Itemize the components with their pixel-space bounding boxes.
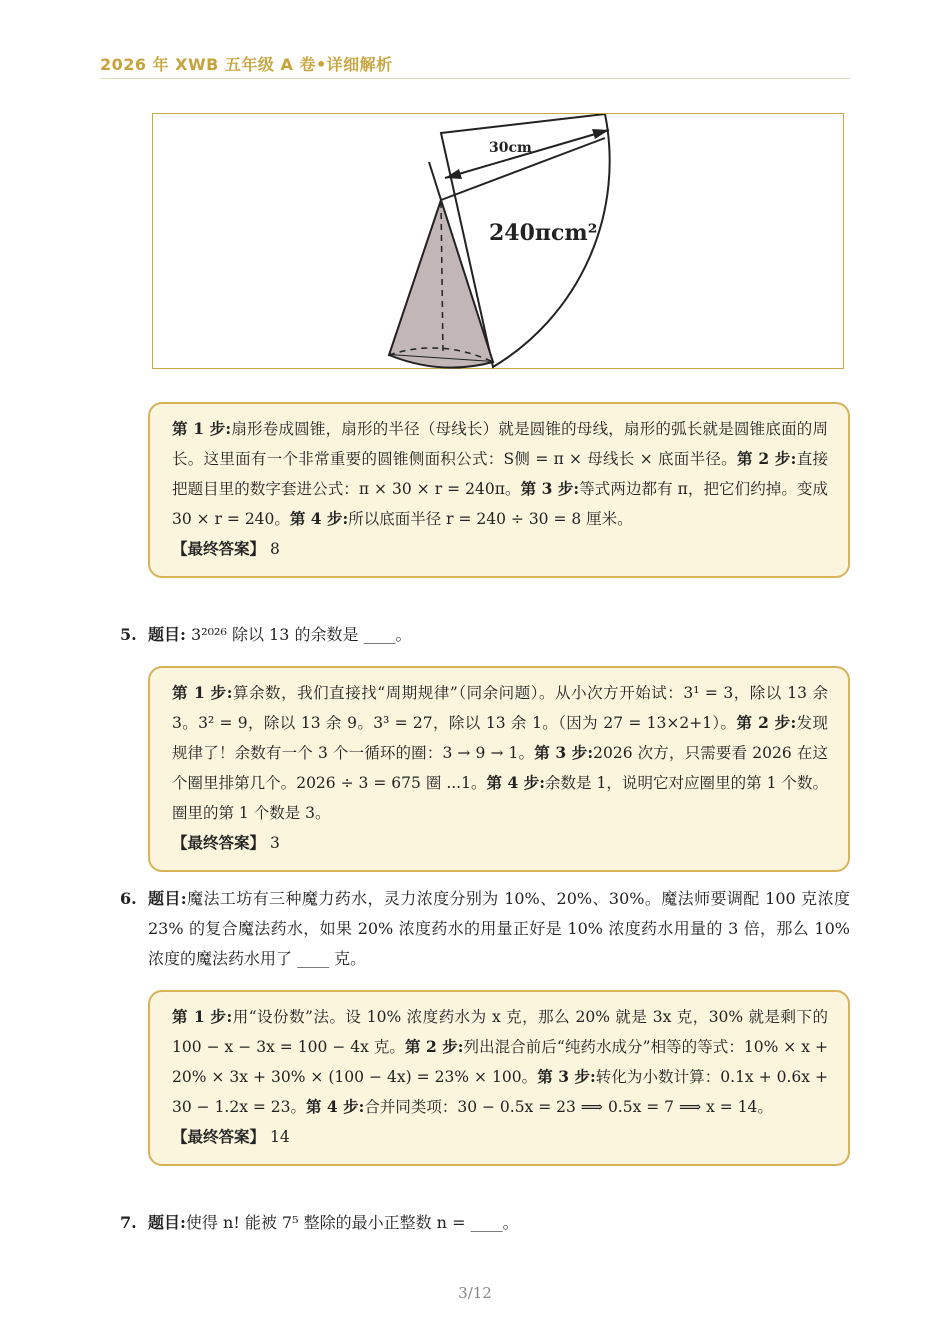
q5-final-answer: 【最终答案】 3 — [172, 833, 280, 852]
page-header — [100, 52, 850, 79]
slant-label: 30cm — [489, 140, 532, 156]
q6-solution-box — [148, 990, 850, 1166]
question-6: 6. 题目:魔法工坊有三种魔力药水，灵力浓度分别为 10%、20%、30%。魔法师要调配 100 克浓度 23% 的复合魔法药水，如果 20% 浓度药水的用量正好是 10% 浓度药水用量的 3 倍，那么 10% 浓度的魔法药水用了 ____ 克。 — [120, 889, 850, 968]
q4-solution-box — [148, 402, 850, 578]
cone-sector-figure — [152, 113, 844, 369]
header-title: 2026 年 XWB 五年级 A 卷•详细解析 — [100, 55, 393, 74]
question-7: 7. 题目:使得 n! 能被 7⁵ 整除的最小正整数 n = ____。 — [120, 1213, 519, 1232]
cone-sector-diagram — [153, 114, 845, 370]
area-label: 240πcm² — [489, 220, 598, 246]
q5-solution-text: 第 1 步:算余数，我们直接找“周期规律”（同余问题）。从小次方开始试：3¹ = 3，除以 13 余 3。3² = 9，除以 13 余 9。3³ = 27，除以 13 余 1。（因为 27 = 13×2+1）。第 2 步:发现规律了！余数有一个 3 个一循环的圈：3 → 9 → 1。第 3 步:2026 次方，只需要看 2026 在这个圈里排第几个。2026 ÷ 3 = 675 圈 ...1。第 4 步:余数是 1，说明它对应圈里的第 1 个数。圈里的第 1 个数是 3。 — [172, 683, 828, 822]
page-number: 3/12 — [458, 1284, 492, 1302]
q4-solution-text: 第 1 步:扇形卷成圆锥，扇形的半径（母线长）就是圆锥的母线，扇形的弧长就是圆锥底面的周长。这里面有一个非常重要的圆锥侧面积公式：S侧 = π × 母线长 × 底面半径。第 2 步:直接把题目里的数字套进公式：π × 30 × r = 240π。第 3 步:等式两边都有 π，把它们约掉。变成 30 × r = 240。第 4 步:所以底面半径 r = 240 ÷ 30 = 8 厘米。 — [172, 419, 828, 528]
q5-solution-box — [148, 666, 850, 872]
question-5: 5. 题目: 3²⁰²⁶ 除以 13 的余数是 ____。 — [120, 625, 412, 644]
q6-final-answer: 【最终答案】 14 — [172, 1127, 290, 1146]
q4-final-answer: 【最终答案】 8 — [172, 539, 280, 558]
q6-solution-text: 第 1 步:用“设份数”法。设 10% 浓度药水为 x 克，那么 20% 就是 3x 克，30% 就是剩下的 100 − x − 3x = 100 − 4x 克。第 2 步:列出混合前后“纯药水成分”相等的等式：10% × x + 20% × 3x + 30% × (100 − 4x) = 23% × 100。第 3 步:转化为小数计算：0.1x + 0.6x + 30 − 1.2x = 23。第 4 步:合并同类项：30 − 0.5x = 23 ⟹ 0.5x = 7 ⟹ x = 14。 — [172, 1007, 828, 1116]
